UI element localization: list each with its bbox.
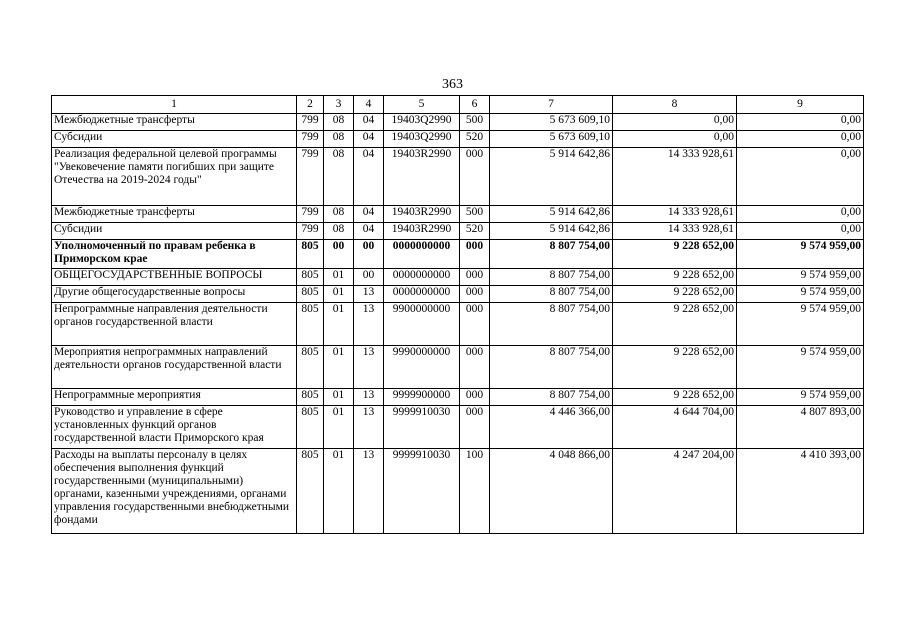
row-target-cell: 0000000000	[384, 240, 460, 269]
row-section-cell: 01	[324, 286, 354, 303]
table-row	[52, 346, 864, 389]
row-section-cell: 01	[324, 389, 354, 406]
row-type-cell: 500	[460, 114, 490, 131]
header-cell: 8	[613, 96, 737, 114]
row-name-cell: Непрограммные направления деятельности органов государственной власти	[52, 303, 297, 346]
row-subsection-cell: 04	[354, 223, 384, 240]
table-row	[52, 303, 864, 346]
row-subsection-cell: 00	[354, 240, 384, 269]
row-name-cell: Межбюджетные трансферты	[52, 206, 297, 223]
row-target-cell: 9900000000	[384, 303, 460, 346]
row-section-cell: 08	[324, 114, 354, 131]
row-section-cell: 01	[324, 303, 354, 346]
row-amount-cell: 4 410 393,00	[737, 449, 864, 534]
table-row	[52, 286, 864, 303]
table-row	[52, 223, 864, 240]
row-amount-cell: 0,00	[613, 131, 737, 148]
row-code-cell: 805	[297, 406, 324, 449]
row-subsection-cell: 13	[354, 286, 384, 303]
row-section-cell: 08	[324, 148, 354, 206]
row-subsection-cell: 13	[354, 406, 384, 449]
row-amount-cell: 8 807 754,00	[490, 286, 613, 303]
row-section-cell: 08	[324, 223, 354, 240]
row-amount-cell: 9 574 959,00	[737, 389, 864, 406]
row-amount-cell: 0,00	[737, 223, 864, 240]
row-section-cell: 00	[324, 240, 354, 269]
row-type-cell: 000	[460, 303, 490, 346]
row-amount-cell: 9 574 959,00	[737, 303, 864, 346]
row-amount-cell: 14 333 928,61	[613, 148, 737, 206]
row-amount-cell: 4 446 366,00	[490, 406, 613, 449]
row-amount-cell: 4 048 866,00	[490, 449, 613, 534]
row-amount-cell: 8 807 754,00	[490, 303, 613, 346]
row-amount-cell: 9 574 959,00	[737, 346, 864, 389]
table-row	[52, 131, 864, 148]
table-row	[52, 114, 864, 131]
row-target-cell: 19403R2990	[384, 206, 460, 223]
row-amount-cell: 9 574 959,00	[737, 286, 864, 303]
row-amount-cell: 8 807 754,00	[490, 389, 613, 406]
row-name-cell: ОБЩЕГОСУДАРСТВЕННЫЕ ВОПРОСЫ	[52, 269, 297, 286]
row-section-cell: 01	[324, 449, 354, 534]
row-amount-cell: 5 914 642,86	[490, 223, 613, 240]
row-section-cell: 08	[324, 131, 354, 148]
row-target-cell: 9999910030	[384, 406, 460, 449]
header-row	[52, 96, 864, 114]
row-target-cell: 9990000000	[384, 346, 460, 389]
row-section-cell: 01	[324, 269, 354, 286]
row-subsection-cell: 04	[354, 148, 384, 206]
row-amount-cell: 5 673 609,10	[490, 131, 613, 148]
row-amount-cell: 0,00	[737, 114, 864, 131]
table-row	[52, 148, 864, 206]
table-row	[52, 389, 864, 406]
row-code-cell: 799	[297, 206, 324, 223]
row-name-cell: Другие общегосударственные вопросы	[52, 286, 297, 303]
row-amount-cell: 0,00	[737, 131, 864, 148]
table-row	[52, 449, 864, 534]
header-cell: 2	[297, 96, 324, 114]
row-amount-cell: 14 333 928,61	[613, 223, 737, 240]
row-target-cell: 0000000000	[384, 269, 460, 286]
row-code-cell: 799	[297, 114, 324, 131]
row-name-cell: Субсидии	[52, 223, 297, 240]
row-subsection-cell: 13	[354, 346, 384, 389]
row-code-cell: 799	[297, 223, 324, 240]
row-amount-cell: 9 574 959,00	[737, 269, 864, 286]
row-amount-cell: 4 247 204,00	[613, 449, 737, 534]
row-code-cell: 805	[297, 303, 324, 346]
row-amount-cell: 8 807 754,00	[490, 269, 613, 286]
row-subsection-cell: 13	[354, 389, 384, 406]
row-target-cell: 19403R2990	[384, 148, 460, 206]
row-amount-cell: 14 333 928,61	[613, 206, 737, 223]
row-code-cell: 799	[297, 148, 324, 206]
table-row	[52, 206, 864, 223]
row-code-cell: 805	[297, 389, 324, 406]
row-amount-cell: 9 574 959,00	[737, 240, 864, 269]
row-name-cell: Уполномоченный по правам ребенка в Приморском крае	[52, 240, 297, 269]
row-target-cell: 9999900000	[384, 389, 460, 406]
row-target-cell: 9999910030	[384, 449, 460, 534]
row-target-cell: 19403Q2990	[384, 131, 460, 148]
row-subsection-cell: 04	[354, 114, 384, 131]
row-type-cell: 000	[460, 389, 490, 406]
row-amount-cell: 4 807 893,00	[737, 406, 864, 449]
budget-table	[51, 95, 864, 534]
row-subsection-cell: 00	[354, 269, 384, 286]
table-row	[52, 406, 864, 449]
row-code-cell: 799	[297, 131, 324, 148]
row-subsection-cell: 13	[354, 449, 384, 534]
row-amount-cell: 5 673 609,10	[490, 114, 613, 131]
row-section-cell: 01	[324, 346, 354, 389]
row-amount-cell: 0,00	[613, 114, 737, 131]
header-cell: 1	[52, 96, 297, 114]
row-subsection-cell: 04	[354, 131, 384, 148]
row-subsection-cell: 13	[354, 303, 384, 346]
row-amount-cell: 5 914 642,86	[490, 206, 613, 223]
row-amount-cell: 4 644 704,00	[613, 406, 737, 449]
row-subsection-cell: 04	[354, 206, 384, 223]
row-code-cell: 805	[297, 449, 324, 534]
row-type-cell: 000	[460, 269, 490, 286]
row-type-cell: 000	[460, 148, 490, 206]
row-amount-cell: 5 914 642,86	[490, 148, 613, 206]
row-type-cell: 100	[460, 449, 490, 534]
row-name-cell: Межбюджетные трансферты	[52, 114, 297, 131]
row-type-cell: 000	[460, 240, 490, 269]
table-body	[52, 114, 864, 534]
row-type-cell: 000	[460, 406, 490, 449]
table-row	[52, 240, 864, 269]
header-cell: 5	[384, 96, 460, 114]
row-type-cell: 520	[460, 131, 490, 148]
row-code-cell: 805	[297, 240, 324, 269]
row-target-cell: 19403Q2990	[384, 114, 460, 131]
row-code-cell: 805	[297, 269, 324, 286]
row-amount-cell: 8 807 754,00	[490, 346, 613, 389]
row-name-cell: Непрограммные мероприятия	[52, 389, 297, 406]
row-target-cell: 0000000000	[384, 286, 460, 303]
table-row	[52, 269, 864, 286]
header-cell: 7	[490, 96, 613, 114]
header-cell: 3	[324, 96, 354, 114]
row-target-cell: 19403R2990	[384, 223, 460, 240]
row-name-cell: Мероприятия непрограммных направлений деятельности органов государственной власти	[52, 346, 297, 389]
row-name-cell: Руководство и управление в сфере установленных функций органов государственной власти Приморского края	[52, 406, 297, 449]
row-amount-cell: 9 228 652,00	[613, 389, 737, 406]
row-type-cell: 000	[460, 346, 490, 389]
page-number: 363	[442, 77, 463, 92]
row-name-cell: Расходы на выплаты персоналу в целях обеспечения выполнения функций государственными (муниципальными) органами, казенными учреждениями, органами управления государственными внебюджетными фондами	[52, 449, 297, 534]
header-cell: 4	[354, 96, 384, 114]
row-code-cell: 805	[297, 286, 324, 303]
row-type-cell: 520	[460, 223, 490, 240]
row-amount-cell: 0,00	[737, 206, 864, 223]
row-amount-cell: 0,00	[737, 148, 864, 206]
row-type-cell: 000	[460, 286, 490, 303]
row-name-cell: Реализация федеральной целевой программы "Увековечение памяти погибших при защите Отечества на 2019-2024 годы"	[52, 148, 297, 206]
row-amount-cell: 9 228 652,00	[613, 346, 737, 389]
row-code-cell: 805	[297, 346, 324, 389]
header-cell: 6	[460, 96, 490, 114]
row-amount-cell: 9 228 652,00	[613, 240, 737, 269]
row-type-cell: 500	[460, 206, 490, 223]
row-amount-cell: 8 807 754,00	[490, 240, 613, 269]
row-section-cell: 08	[324, 206, 354, 223]
row-name-cell: Субсидии	[52, 131, 297, 148]
row-section-cell: 01	[324, 406, 354, 449]
row-amount-cell: 9 228 652,00	[613, 286, 737, 303]
row-amount-cell: 9 228 652,00	[613, 303, 737, 346]
row-amount-cell: 9 228 652,00	[613, 269, 737, 286]
header-cell: 9	[737, 96, 864, 114]
